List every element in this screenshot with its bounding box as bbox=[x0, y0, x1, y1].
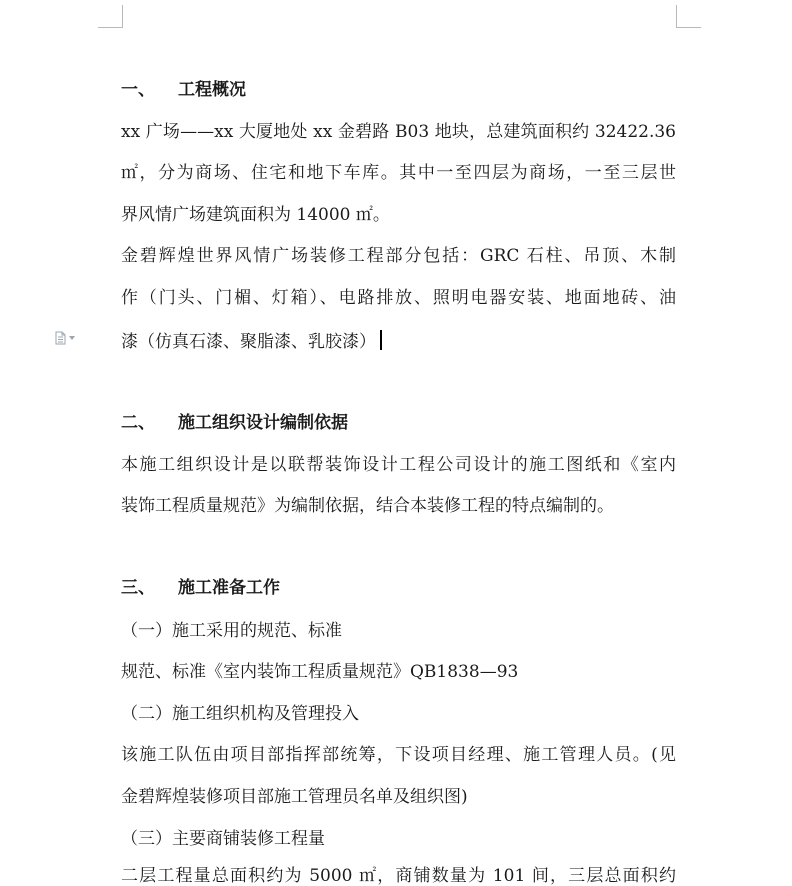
page-corner-mark-top-right bbox=[676, 5, 701, 28]
body-line: ㎡，分为商场、住宅和地下车库。其中一至四层为商场，一至三层世 bbox=[121, 163, 676, 183]
body-line-text: 漆（仿真石漆、聚脂漆、乳胶漆） bbox=[121, 332, 376, 352]
section-heading bbox=[121, 578, 280, 598]
body-line-with-cursor[interactable] bbox=[121, 330, 382, 352]
body-line: 本施工组织设计是以联帮装饰设计工程公司设计的施工图纸和《室内 bbox=[121, 455, 676, 475]
body-line: xx 广场——xx 大厦地处 xx 金碧路 B03 地块，总建筑面积约 32422.36 bbox=[121, 122, 676, 142]
body-line: 作（门头、门楣、灯箱）、电路排放、照明电器安装、地面地砖、油 bbox=[121, 288, 676, 308]
subsection-heading: （三）主要商铺装修工程量 bbox=[121, 829, 325, 849]
body-line: 金碧辉煌装修项目部施工管理员名单及组织图) bbox=[121, 787, 468, 807]
body-line: 规范、标准《室内装饰工程质量规范》QB1838—93 bbox=[121, 662, 519, 682]
section-heading bbox=[121, 80, 246, 100]
body-line: 装饰工程质量规范》为编制依据，结合本装修工程的特点编制的。 bbox=[121, 496, 614, 516]
body-line: 二层工程量总面积约为 5000 ㎡，商铺数量为 101 间，三层总面积约 bbox=[121, 866, 676, 886]
page-corner-mark-top-left bbox=[98, 5, 123, 28]
section-number: 二、 bbox=[121, 413, 155, 433]
body-line: 界风情广场建筑面积为 14000 ㎡。 bbox=[121, 205, 390, 225]
section-title: 施工组织设计编制依据 bbox=[178, 413, 348, 433]
section-title: 工程概况 bbox=[178, 80, 246, 100]
section-title: 施工准备工作 bbox=[178, 578, 280, 598]
body-line: 金碧辉煌世界风情广场装修工程部分包括：GRC 石柱、吊顶、木制 bbox=[121, 246, 676, 266]
body-line: 该施工队伍由项目部指挥部统筹，下设项目经理、施工管理人员。(见 bbox=[121, 745, 676, 765]
section-heading bbox=[121, 413, 348, 433]
section-number: 三、 bbox=[121, 578, 155, 598]
text-cursor bbox=[380, 330, 382, 350]
section-number: 一、 bbox=[121, 80, 155, 100]
document-icon bbox=[55, 331, 66, 345]
subsection-heading: （一）施工采用的规范、标准 bbox=[121, 621, 342, 641]
subsection-heading: （二）施工组织机构及管理投入 bbox=[121, 704, 359, 724]
chevron-down-icon bbox=[69, 336, 75, 340]
paragraph-options-marker[interactable] bbox=[55, 331, 75, 345]
